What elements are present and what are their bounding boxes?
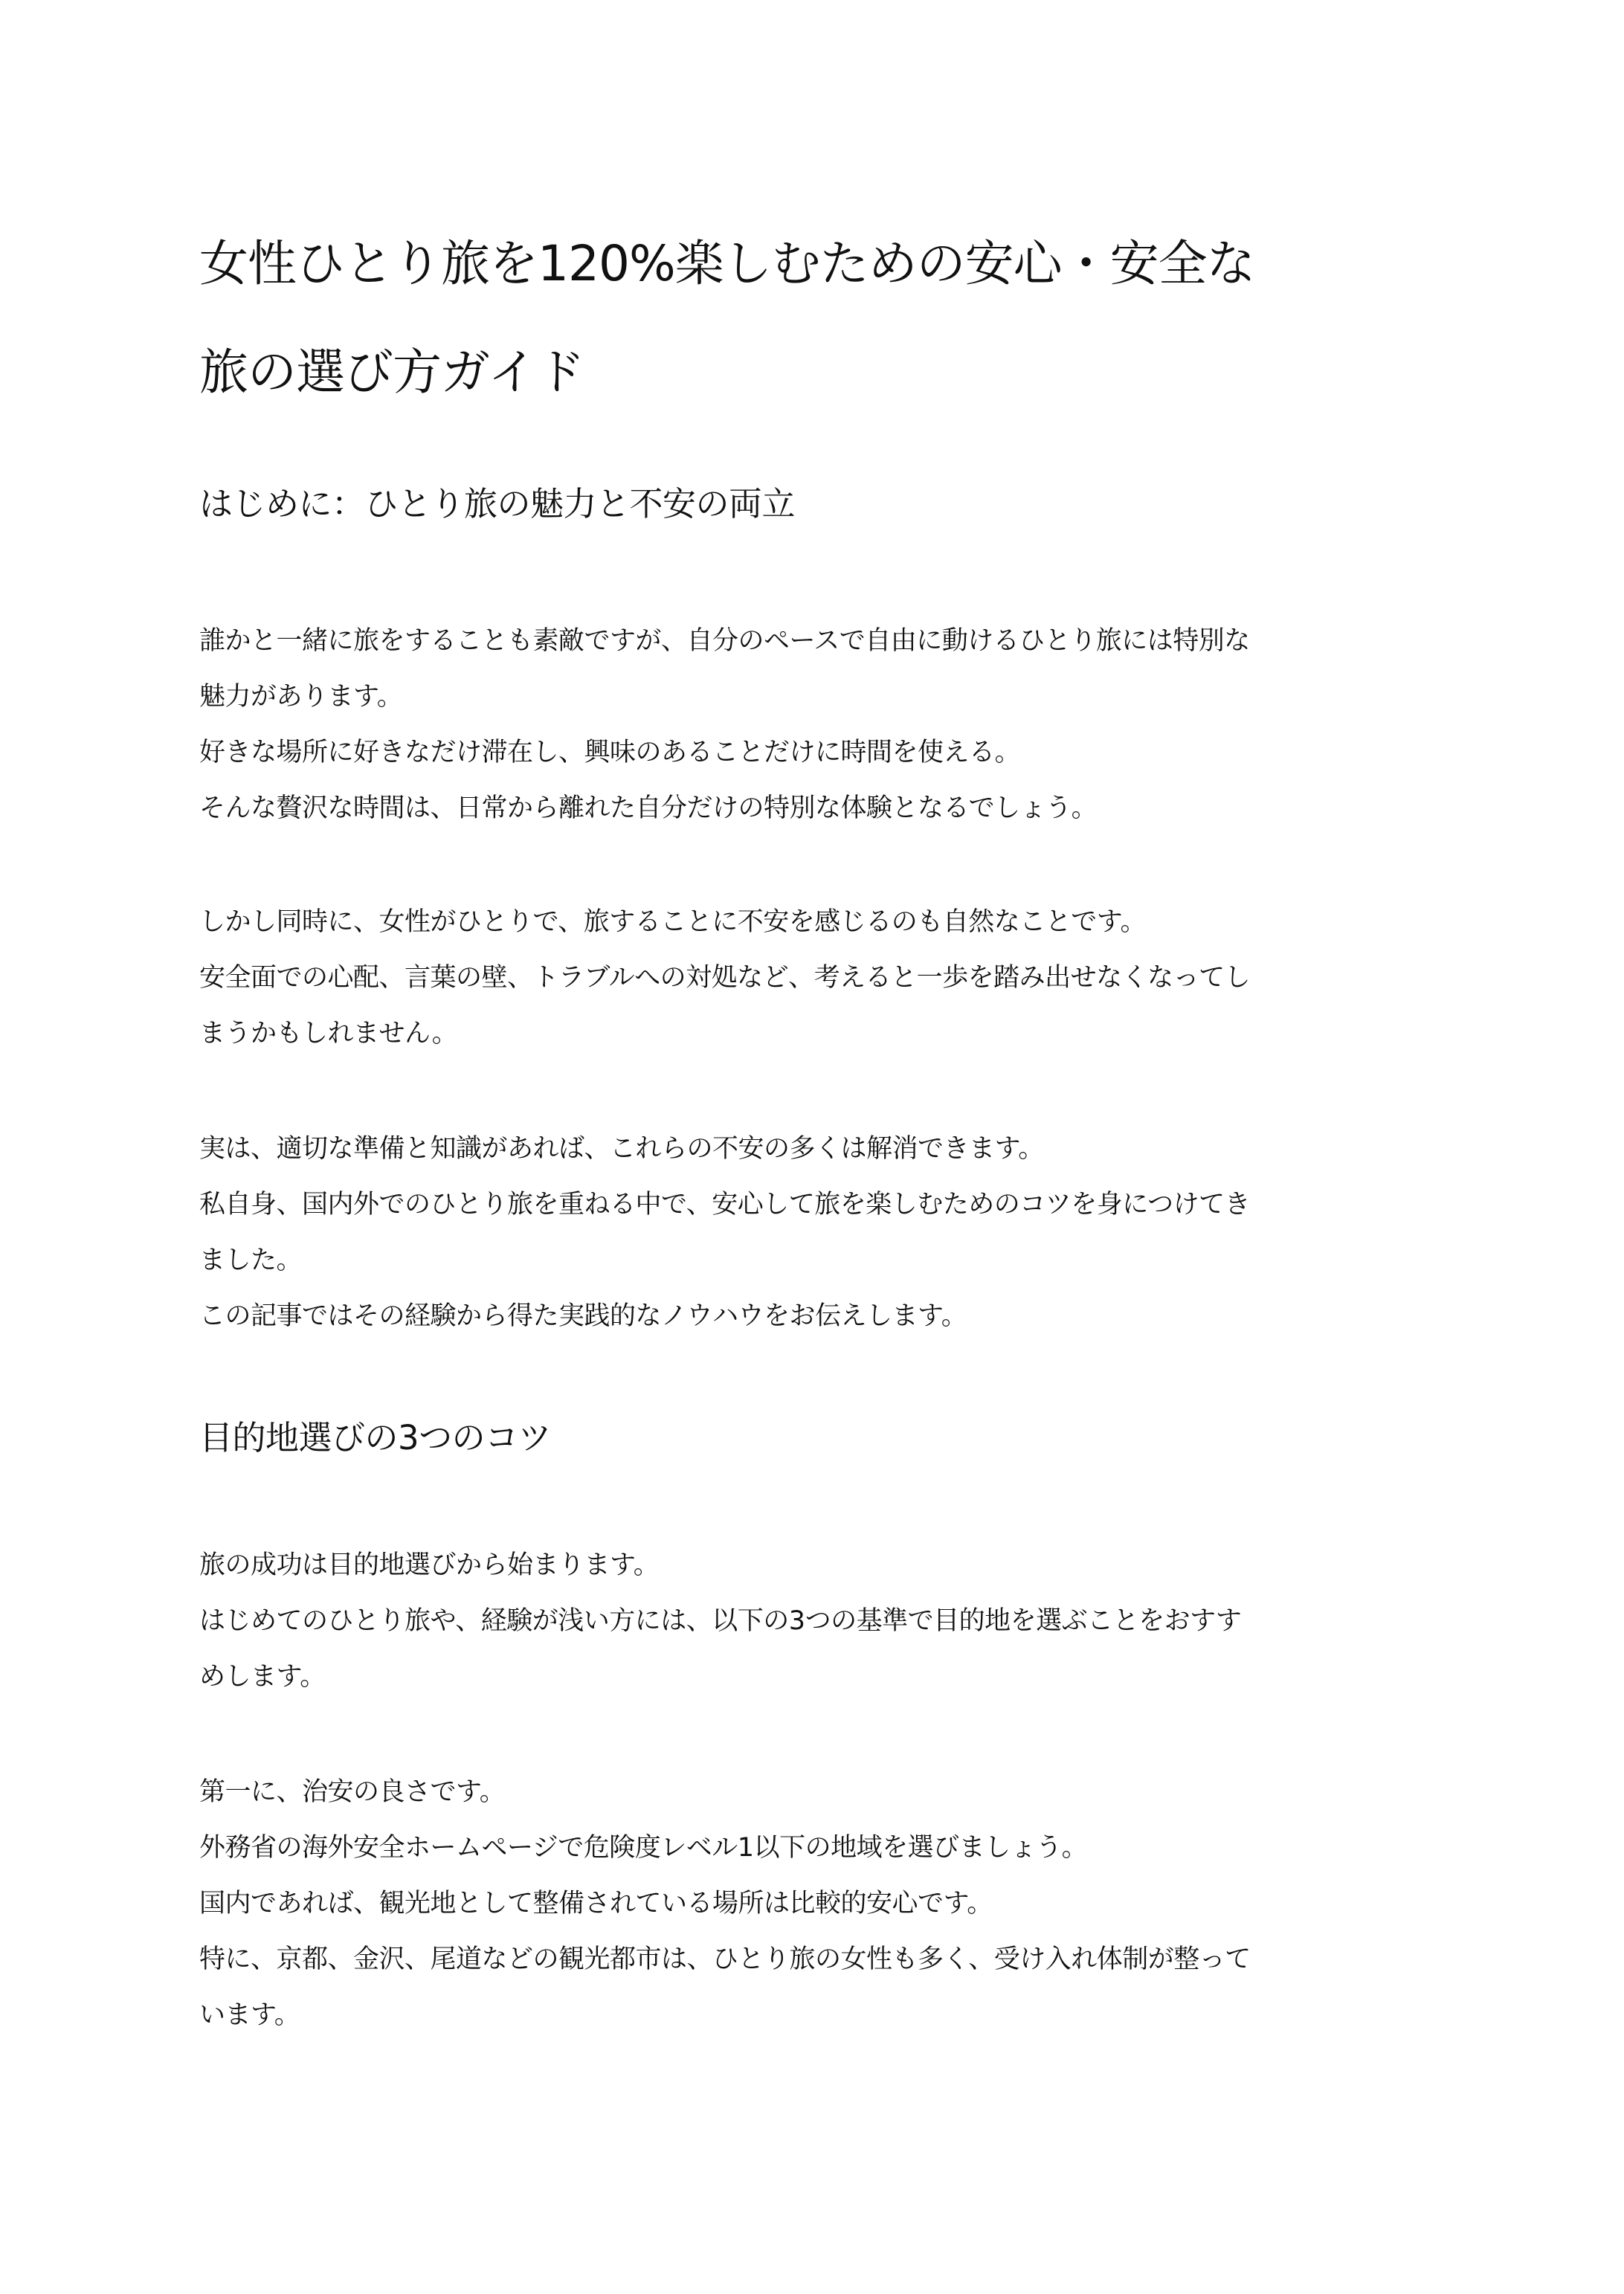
- paragraph-line: そんな贅沢な時間は、日常から離れた自分だけの特別な体験となるでしょう。: [199, 793, 1098, 823]
- title-line: 女性ひとり旅を120%楽しむための安心・安全な: [199, 235, 1255, 292]
- paragraph-line: 私自身、国内外でのひとり旅を重ねる中で、安心して旅を楽しむためのコツを身につけてき: [199, 1190, 1251, 1220]
- paragraph-line: 国内であれば、観光地として整備されている場所は比較的安心です。: [199, 1889, 993, 1918]
- paragraph: [199, 895, 1463, 1062]
- title-line: 旅の選び方ガイド: [199, 344, 585, 401]
- paragraph-line: 旅の成功は目的地選びから始まります。: [199, 1550, 660, 1580]
- document-title: [199, 210, 1449, 427]
- paragraph-line: 特に、京都、金沢、尾道などの観光都市は、ひとり旅の女性も多く、受け入れ体制が整って: [199, 1945, 1251, 1974]
- paragraph-line: はじめてのひとり旅や、経験が浅い方には、以下の3つの基準で目的地を選ぶことをおすす: [199, 1606, 1242, 1636]
- paragraph: [199, 1121, 1463, 1344]
- paragraph-line: まうかもしれません。: [199, 1019, 458, 1048]
- paragraph-line: 魅力があります。: [199, 682, 403, 712]
- paragraph-line: 安全面での心配、言葉の壁、トラブルへの対処など、考えると一歩を踏み出せなくなってし: [199, 963, 1251, 993]
- paragraph-line: 好きな場所に好きなだけ滞在し、興味のあることだけに時間を使える。: [199, 738, 1021, 767]
- paragraph-line: しかし同時に、女性がひとりで、旅することに不安を感じるのも自然なことです。: [199, 907, 1147, 937]
- paragraph: [199, 1765, 1463, 2043]
- paragraph: [199, 1538, 1463, 1705]
- paragraph-line: ました。: [199, 1246, 303, 1275]
- paragraph-line: 実は、適切な準備と知識があれば、これらの不安の多くは解消できます。: [199, 1134, 1044, 1164]
- paragraph-line: 誰かと一緒に旅をすることも素敵ですが、自分のペースで自由に動けるひとり旅には特別な: [199, 626, 1250, 656]
- paragraph: [199, 613, 1463, 837]
- paragraph-line: います。: [199, 2000, 300, 2030]
- section-heading-destination-tips: 目的地選びの3つのコツ: [199, 1418, 552, 1457]
- section-heading-intro: はじめに：ひとり旅の魅力と不安の両立: [199, 484, 796, 523]
- paragraph-line: めします。: [199, 1662, 326, 1692]
- paragraph-line: 第一に、治安の良さです。: [199, 1777, 506, 1807]
- paragraph-line: 外務省の海外安全ホームページで危険度レベル1以下の地域を選びましょう。: [199, 1833, 1088, 1863]
- paragraph-line: この記事ではその経験から得た実践的なノウハウをお伝えします。: [199, 1301, 967, 1331]
